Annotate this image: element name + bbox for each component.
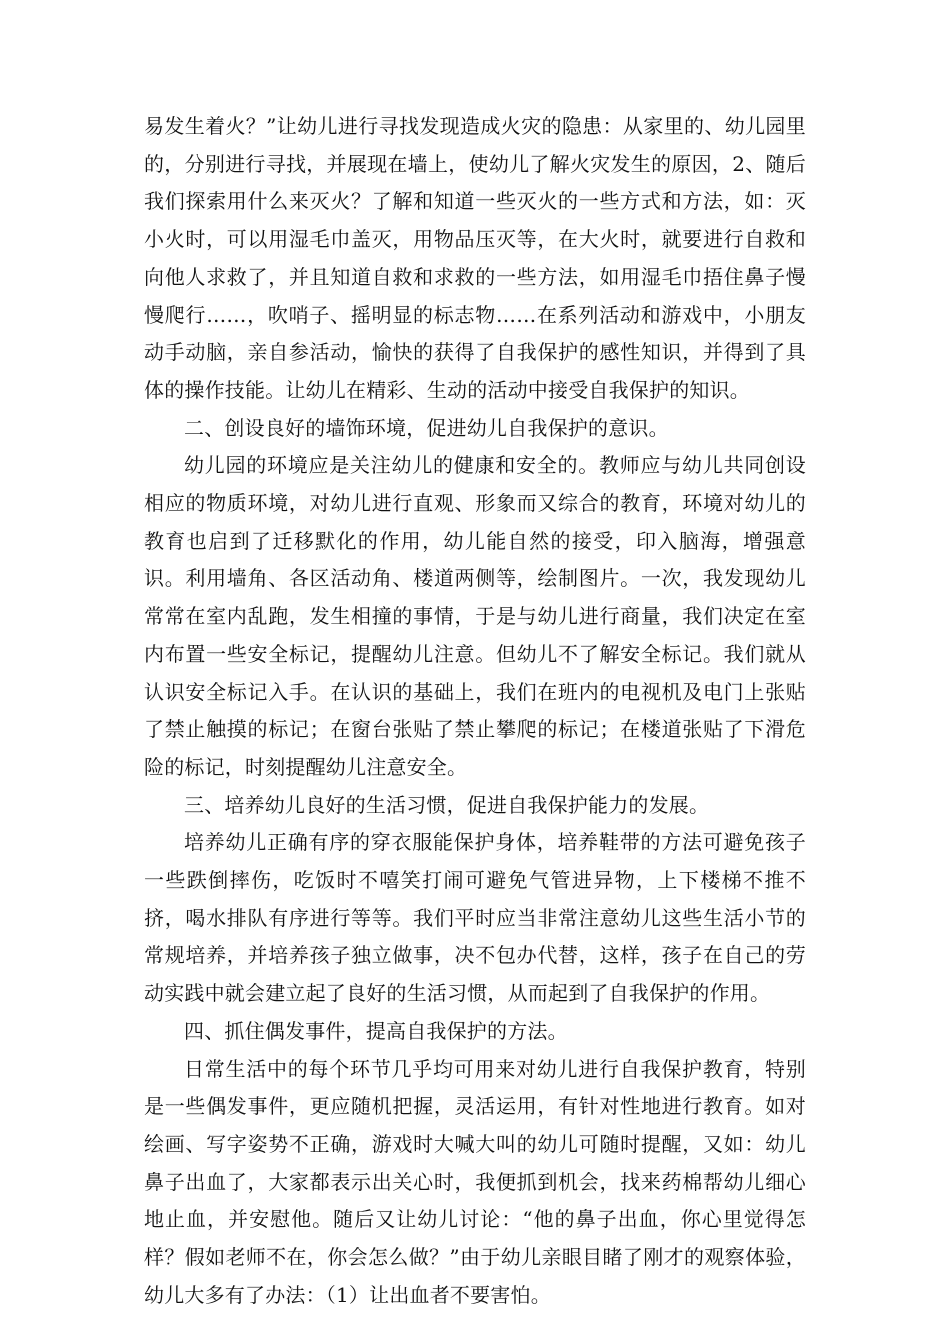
paragraph-incidental-events: 日常生活中的每个环节几乎均可用来对幼儿进行自我保护教育，特别是一些偶发事件，更应随机把握，灵活运用，有针对性地进行教育。如对绘画、写字姿势不正确，游戏时大喊大叫的幼儿可随时提醒，又如：幼儿鼻子出血了，大家都表示出关心时，我便抓到机会，找来药棉帮幼儿细心地止血，并安慰他。随后又让幼儿讨论：“他的鼻子出血，你心里觉得怎样？假如老师不在，你会怎么做？”由于幼儿亲眼目睹了刚才的观察体验，幼儿大多有了办法：（1）让出血者不要害怕。	[144, 1056, 806, 1307]
document-body	[144, 108, 806, 1315]
paragraph-living-habits: 培养幼儿正确有序的穿衣服能保护身体，培养鞋带的方法可避免孩子一些跌倒摔伤，吃饭时不嘻笑打闹可避免气管进异物，上下楼梯不推不挤，喝水排队有序进行等等。我们平时应当非常注意幼儿这些生活小节的常规培养，并培养孩子独立做事，决不包办代替，这样，孩子在自己的劳动实践中就会建立起了良好的生活习惯，从而起到了自我保护的作用。	[144, 830, 806, 1006]
heading-section-three: 三、培养幼儿良好的生活习惯，促进自我保护能力的发展。	[184, 792, 710, 817]
heading-section-four: 四、抓住偶发事件，提高自我保护的方法。	[184, 1018, 568, 1043]
paragraph-fire-safety: 易发生着火？”让幼儿进行寻找发现造成火灾的隐患：从家里的、幼儿园里的，分别进行寻找，并展现在墙上，使幼儿了解火灾发生的原因，2、随后我们探索用什么来灭火？了解和知道一些灭火的一些方式和方法，如：灭小火时，可以用湿毛巾盖灭，用物品压灭等，在大火时，就要进行自救和向他人求救了，并且知道自救和求救的一些方法，如用湿毛巾捂住鼻子慢慢爬行……，吹哨子、摇明显的标志物……在系列活动和游戏中，小朋友动手动脑，亲自参活动，愉快的获得了自我保护的感性知识，并得到了具体的操作技能。让幼儿在精彩、生动的活动中接受自我保护的知识。	[144, 114, 806, 402]
paragraph-wall-environment: 幼儿园的环境应是关注幼儿的健康和安全的。教师应与幼儿共同创设相应的物质环境，对幼儿进行直观、形象而又综合的教育，环境对幼儿的教育也启到了迁移默化的作用，幼儿能自然的接受，印入脑海，增强意识。利用墙角、各区活动角、楼道两侧等，绘制图片。一次，我发现幼儿常常在室内乱跑，发生相撞的事情，于是与幼儿进行商量，我们决定在室内布置一些安全标记，提醒幼儿注意。但幼儿不了解安全标记。我们就从认识安全标记入手。在认识的基础上，我们在班内的电视机及电门上张贴了禁止触摸的标记；在窗台张贴了禁止攀爬的标记；在楼道张贴了下滑危险的标记，时刻提醒幼儿注意安全。	[144, 453, 806, 779]
heading-section-two: 二、创设良好的墙饰环境，促进幼儿自我保护的意识。	[184, 415, 669, 440]
